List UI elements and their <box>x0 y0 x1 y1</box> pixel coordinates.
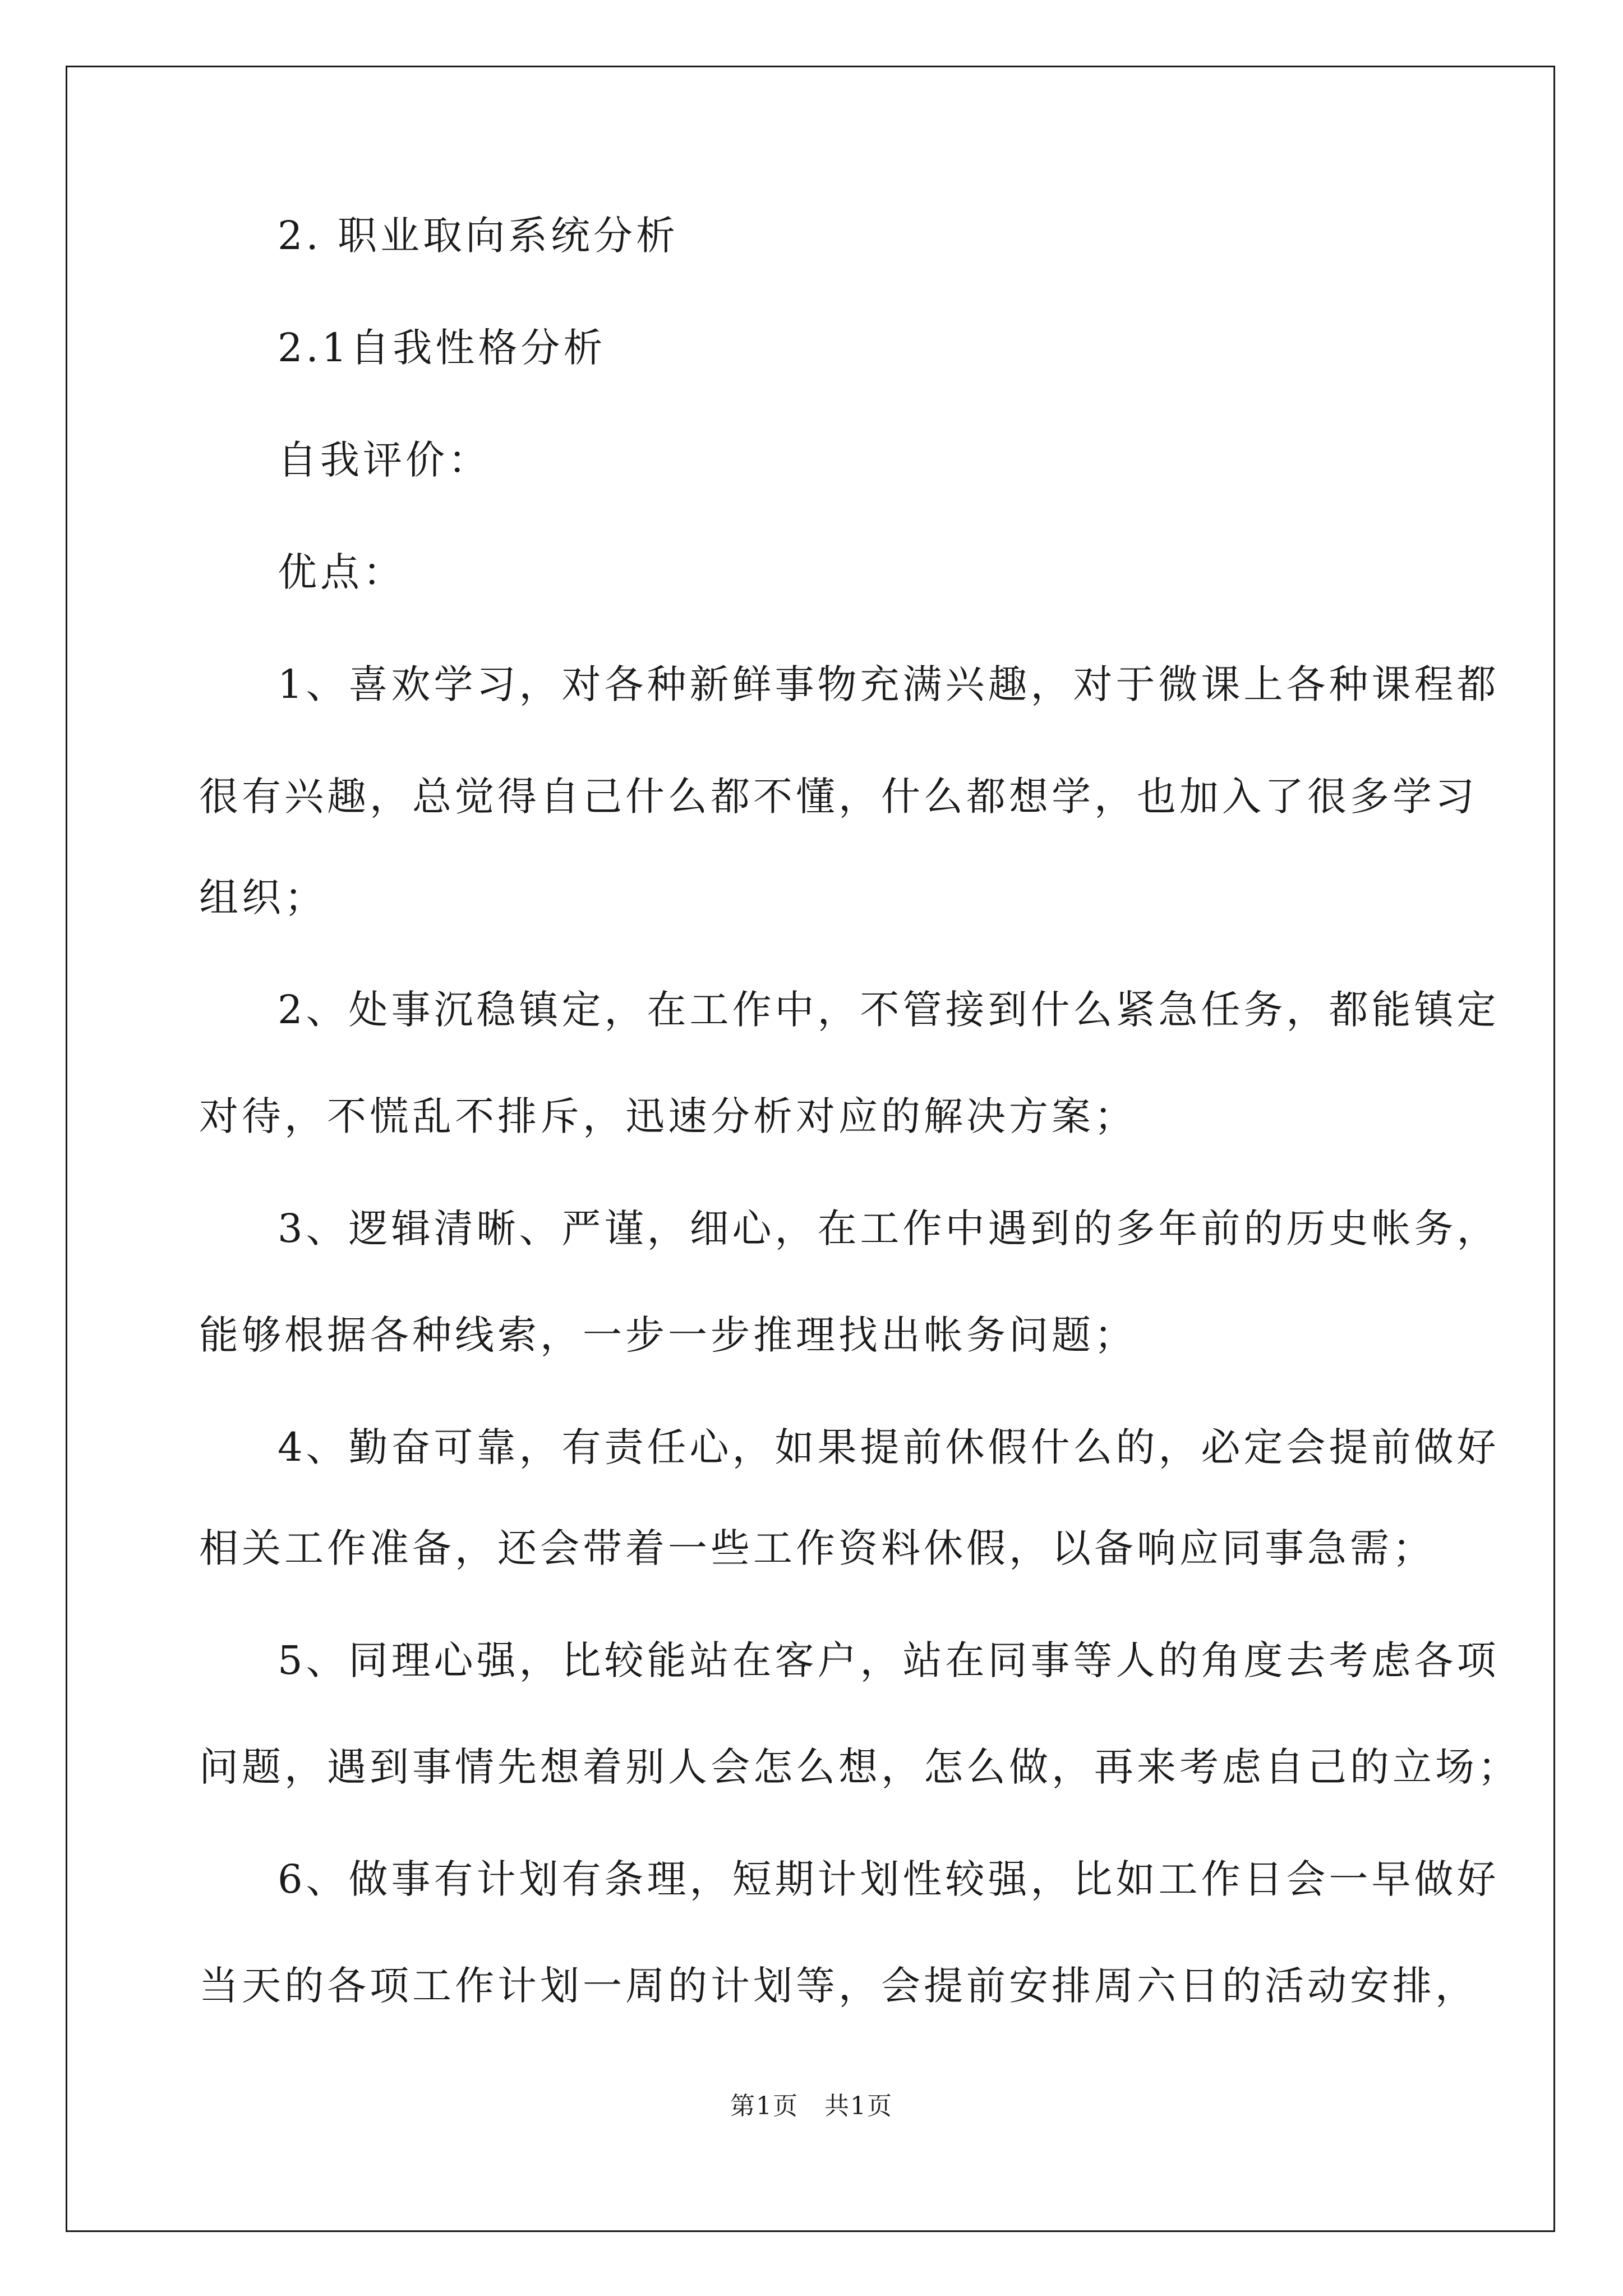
paragraph-line: 能够根据各种线索，一步一步推理找出帐务问题； <box>199 1312 1137 1358</box>
paragraph-line: 2、处事沉稳镇定，在工作中，不管接到什么紧急任务，都能镇定 <box>278 987 1500 1033</box>
paragraph-line: 4、勤奋可靠，有责任心，如果提前休假什么的，必定会提前做好 <box>278 1424 1500 1470</box>
section-heading: 2. 职业取向系统分析 <box>278 213 679 259</box>
paragraph-line: 优点： <box>278 549 405 595</box>
paragraph-line: 当天的各项工作计划一周的计划等，会提前安排周六日的活动安排， <box>199 1963 1478 2009</box>
paragraph-line: 组织； <box>199 875 327 921</box>
paragraph-line: 3、逻辑清晰、严谨，细心，在工作中遇到的多年前的历史帐务， <box>278 1205 1500 1251</box>
paragraph-line: 1、喜欢学习，对各种新鲜事物充满兴趣，对于微课上各种课程都 <box>278 661 1500 707</box>
subsection-heading: 2.1自我性格分析 <box>278 325 606 371</box>
page-footer: 第1页 共1页 <box>730 2092 893 2120</box>
page-border <box>66 66 1555 2232</box>
paragraph-line: 相关工作准备，还会带着一些工作资料休假，以备响应同事急需； <box>199 1525 1435 1571</box>
paragraph-line: 对待，不慌乱不排斥，迅速分析对应的解决方案； <box>199 1093 1137 1139</box>
paragraph-line: 问题，遇到事情先想着别人会怎么想，怎么做，再来考虑自己的立场； <box>199 1744 1520 1790</box>
paragraph-line: 很有兴趣，总觉得自己什么都不懂，什么都想学，也加入了很多学习 <box>199 774 1478 820</box>
paragraph-line: 5、同理心强，比较能站在客户，站在同事等人的角度去考虑各项 <box>278 1637 1500 1683</box>
paragraph-line: 自我评价： <box>278 437 491 483</box>
paragraph-line: 6、做事有计划有条理，短期计划性较强，比如工作日会一早做好 <box>278 1856 1500 1902</box>
